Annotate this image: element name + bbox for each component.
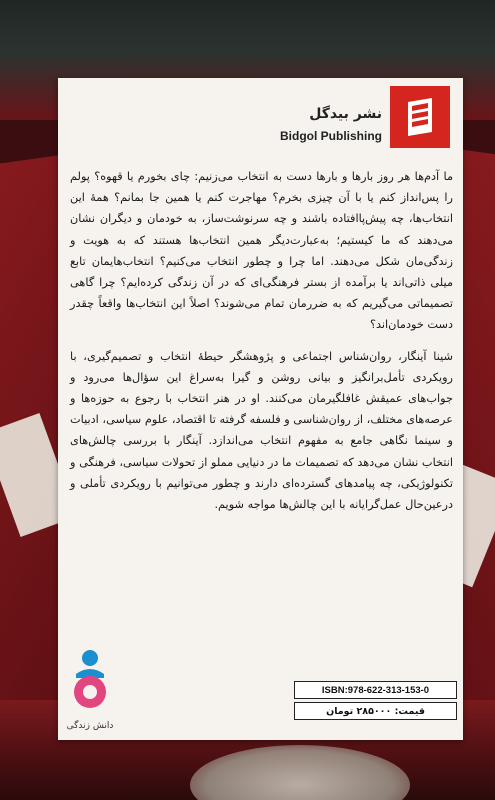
imprint-label: دانش زندگی	[66, 721, 114, 731]
blurb-paragraph: ما آدم‌ها هر روز بارها و بارها دست به انتخاب می‌زنیم: چای بخورم یا قهوه؟ پولم را پس‌انداز کنم یا با آن چیزی بخرم؟ مهاجرت کنم یا همین جا بمانم؟ همهٔ این انتخاب‌ها، چه پیش‌پاافتاده باشند و چه سرنوشت‌ساز، به خودمان و دیگران نشان می‌دهند که ما کیستیم؛ به‌عبارت‌دیگر همین انتخاب‌ها هستند که به هویت و زندگی‌مان شکل می‌دهند. اما چرا و چطور انتخاب می‌کنیم؟ انتخاب‌هایمان تابع میلی ذاتی‌اند یا برآمده از بستر فرهنگی‌ای که در آن زندگی کرده‌ایم؟ چرا گاهی تصمیماتی می‌گیریم که به ضررمان تمام می‌شوند؟ اصلاً این انتخاب‌ها واقعاً چقدر دست خودمان‌اند؟	[70, 170, 453, 332]
person-logo-icon	[66, 648, 114, 718]
isbn-block	[294, 681, 457, 720]
publisher-name-en: Bidgol Publishing	[280, 129, 382, 143]
book-logo-icon	[402, 96, 438, 138]
publisher-logo	[390, 86, 450, 148]
blurb-paragraph: شینا آینگار، روان‌شناس اجتماعی و پژوهشگر حیطهٔ انتخاب و تصمیم‌گیری، با رویکردی تأمل‌برانگیز و بیانی روشن و گیرا به‌سراغ این سؤال‌ها می‌رود و جواب‌های عمیقش غافلگیرمان می‌کنند. او در هنر انتخاب با رجوع به حوزه‌ها و عرصه‌های مختلف، از روان‌شناسی و فلسفه گرفته تا اقتصاد، علوم سیاسی، ادبیات و سینما نگاهی جامع به مفهوم انتخاب می‌اندازد. آینگار با بررسی چالش‌های انتخاب نشان می‌دهد که تصمیمات ما در دنیایی مملو از تحولات سیاسی، فرهنگی و تکنولوژیکی، چه پیامدهای گسترده‌ای دارند و چطور می‌توانیم با رویکردی تأملی و درعین‌حال عمل‌گرایانه با این چالش‌ها مواجه شویم.	[70, 349, 453, 512]
imprint-logo	[66, 648, 114, 722]
publisher-name-fa: نشر بیدگل	[309, 106, 382, 122]
isbn-label: ISBN:978-622-313-153-0	[294, 681, 457, 699]
price-label: قیمت: ۲۸۵۰۰۰ تومان	[294, 702, 457, 720]
back-cover-panel	[58, 78, 463, 740]
blurb	[70, 166, 453, 525]
